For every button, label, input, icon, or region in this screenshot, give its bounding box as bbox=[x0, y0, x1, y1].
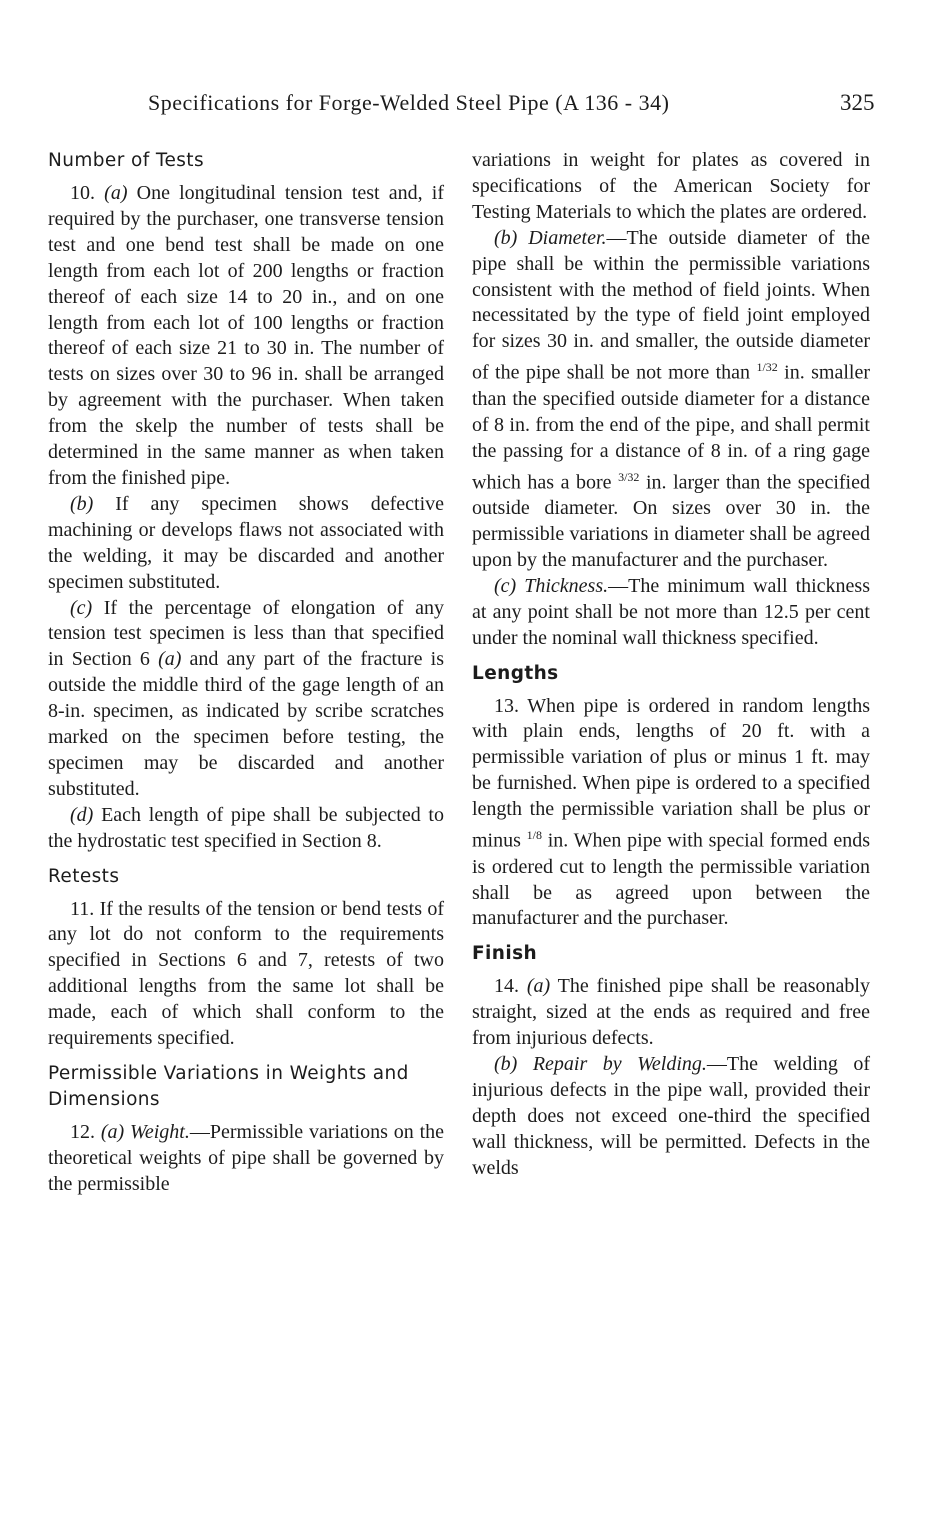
para-text: in. smaller than the specified outside diameter for a distance of 8 in. from the end of the pipe, and shall permit the passing for a distance of 8 in. of a ring gage which has a bore bbox=[472, 361, 870, 494]
para-12c bbox=[472, 574, 870, 652]
para-10a bbox=[48, 181, 444, 492]
para-text: —The minimum wall thickness at any point shall be not more than 12.5 per cent under the nominal wall thickness specified. bbox=[472, 574, 871, 649]
para-text: in. larger than the specified outside diameter. On sizes over 30 in. the permissible variations in diameter shall be agreed upon by the manufacturer and the purchaser. bbox=[472, 471, 870, 571]
heading-number-of-tests: Number of Tests bbox=[48, 150, 204, 171]
para-text: If any specimen shows defective machining or develops flaws not associated with the welding, it may be discarded and another specimen substituted. bbox=[48, 492, 444, 593]
left-column bbox=[48, 148, 444, 1198]
para-num: 14. bbox=[494, 975, 527, 998]
para-12a-continued: variations in weight for plates as covered in specifications of the American Society for Testing Materials to which the plates are ordered. bbox=[472, 149, 870, 223]
fraction-1-32: 1/32 bbox=[756, 360, 778, 375]
para-10d bbox=[48, 803, 444, 855]
para-14b bbox=[472, 1052, 870, 1182]
item-title: Weight. bbox=[130, 1121, 190, 1143]
heading-retests: Retests bbox=[48, 865, 120, 887]
para-13 bbox=[472, 694, 870, 933]
para-num: 10. bbox=[70, 182, 105, 204]
item-label: (b) bbox=[494, 226, 518, 249]
para-12a bbox=[48, 1120, 444, 1198]
heading-finish: Finish bbox=[472, 943, 538, 965]
item-title: Repair by Welding. bbox=[532, 1053, 707, 1076]
para-10b bbox=[48, 492, 444, 596]
section-ref: (a) bbox=[158, 648, 182, 671]
para-text: —The outside diameter of the pipe shall be within the permissible variations consistent with the method of field joints. When necessitated by the type of field joint employed for sizes 30 in. and smaller, the outside diameter of the pipe shall be not more than bbox=[472, 226, 871, 384]
item-label: (d) bbox=[70, 803, 94, 826]
para-text: One longitudinal tension test and, if required by the purchaser, one transverse tension test and one bend test shall be made on one length from each lot of 200 lengths or fraction thereof of each size 14 to 20 in., and on one length from each lot of 100 lengths or fraction thereof of each size 21 to 30 in. The number of tests on sizes over 30 to 96 in. shall be arranged by agreement with the purchaser. When taken from the skelp the number of tests shall be determined in the same manner as when taken from the finished pipe. bbox=[48, 182, 445, 489]
item-label: (b) bbox=[70, 492, 94, 515]
item-label: (a) bbox=[100, 1121, 125, 1143]
item-label: (c) bbox=[70, 596, 93, 619]
para-11: 11. If the results of the tension or bend tests of any lot do not conform to the requirements specified in Sections 6 and 7, retests of two additional lengths from the same lot shall be made, each of which shall conform to the requirements specified. bbox=[48, 897, 444, 1050]
heading-permissible-variations: Permissible Variations in Weights and Dimensions bbox=[48, 1063, 409, 1110]
para-12b bbox=[472, 226, 870, 574]
item-label: (c) bbox=[494, 574, 517, 597]
item-label: (a) bbox=[104, 182, 128, 204]
heading-lengths: Lengths bbox=[472, 662, 559, 684]
page-number: 325 bbox=[840, 90, 875, 115]
para-text: 13. When pipe is ordered in random lengths with plain ends, lengths of 20 ft. with a permissible variation of plus or minus 1 ft. may be furnished. When pipe is ordered to a specified length the permissible variation shall be plus or minus bbox=[472, 694, 870, 852]
para-14a bbox=[472, 974, 870, 1052]
para-text: Each length of pipe shall be subjected to the hydrostatic test specified in Section 8. bbox=[48, 803, 444, 852]
item-title: Diameter. bbox=[528, 226, 607, 249]
para-10c bbox=[48, 596, 444, 803]
para-text: The finished pipe shall be reasonably straight, sized at the ends as required and free from injurious defects. bbox=[472, 975, 870, 1050]
fraction-1-8: 1/8 bbox=[526, 828, 542, 843]
para-text: and any part of the fracture is outside the middle third of the gage length of an 8-in. specimen, as indicated by scribe scratches marked on the specimen before testing, the specimen may be discarded and another substituted. bbox=[48, 648, 445, 800]
para-text: If the percentage of elongation of any tension test specimen is less than that specified in Section 6 bbox=[48, 596, 444, 671]
para-text: —The welding of injurious defects in the pipe wall, provided their depth does not exceed one-third the specified wall thickness, will be permitted. Defects in the welds bbox=[472, 1053, 871, 1179]
item-title: Thickness. bbox=[524, 574, 609, 597]
para-num: 12. bbox=[70, 1121, 101, 1143]
item-label: (b) bbox=[494, 1053, 518, 1076]
item-label: (a) bbox=[526, 975, 551, 998]
fraction-3-32: 3/32 bbox=[618, 469, 640, 484]
para-text: —Permissible variations on the theoretical weights of pipe shall be governed by the permissible bbox=[48, 1121, 444, 1195]
right-column bbox=[472, 148, 870, 1182]
running-head: Specifications for Forge-Welded Steel Pipe (A 136 - 34) bbox=[148, 90, 670, 115]
para-text: in. When pipe with special formed ends is ordered cut to length the permissible variation shall be as agreed upon between the manufacturer and the purchaser. bbox=[472, 829, 870, 930]
